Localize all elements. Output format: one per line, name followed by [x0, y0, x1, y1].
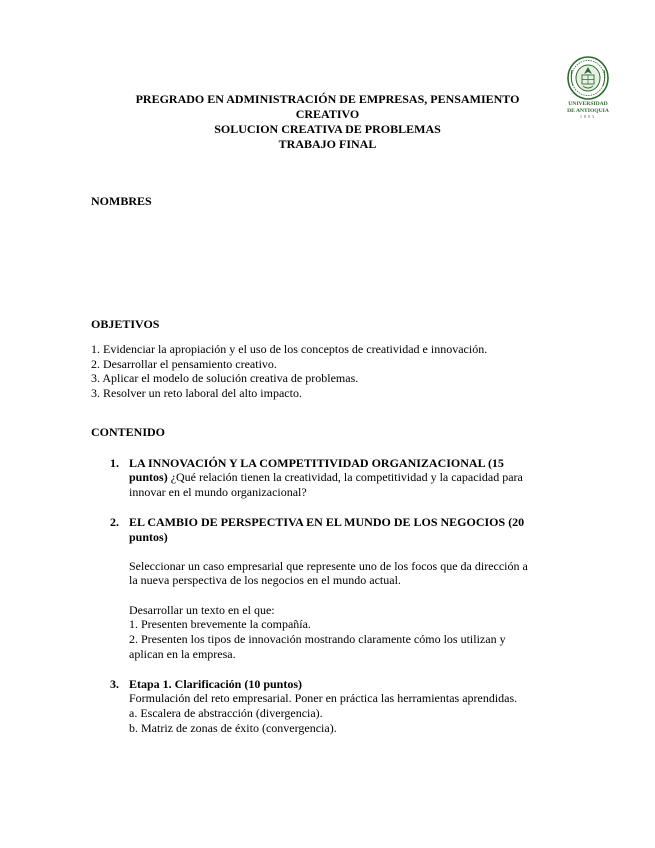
item-3-number: 3.	[110, 677, 119, 691]
item-2-paragraph: Seleccionar un caso empresarial que represente uno de los focos que da dirección a	[129, 559, 528, 573]
item-2-paragraph: la nueva perspectiva de los negocios en el mundo actual.	[129, 573, 401, 587]
objetivo-item: 1. Evidenciar la apropiación y el uso de los conceptos de creatividad e innovación.	[91, 342, 488, 356]
item-2-number: 2.	[110, 515, 119, 529]
item-2-paragraph: Desarrollar un texto en el que:	[129, 603, 275, 617]
nombres-heading: NOMBRES	[91, 194, 152, 208]
title-line-3: SOLUCION CREATIVA DE PROBLEMAS	[214, 122, 441, 136]
item-2-title-cont: puntos)	[129, 530, 168, 544]
objetivo-item: 3. Resolver un reto laboral del alto impacto.	[91, 386, 302, 400]
title-line-2: CREATIVO	[295, 107, 360, 121]
item-3-line: a. Escalera de abstracción (divergencia).	[129, 706, 323, 720]
title-line-1: PREGRADO EN ADMINISTRACIÓN DE EMPRESAS, PENSAMIENTO	[135, 92, 520, 106]
item-2-paragraph: aplican en la empresa.	[129, 647, 236, 661]
item-3-line: Formulación del reto empresarial. Poner en práctica las herramientas aprendidas.	[129, 691, 518, 705]
item-1-line-3: innovar en el mundo organizacional?	[129, 485, 307, 499]
logo-text-1: UNIVERSIDAD	[568, 101, 608, 107]
item-3-title: Etapa 1. Clarificación (10 puntos)	[129, 677, 303, 691]
item-1-title: LA INNOVACIÓN Y LA COMPETITIVIDAD ORGANIZACIONAL (15	[129, 456, 504, 470]
item-1-question: ¿Qué relación tienen la creatividad, la competitividad y la capacidad para	[167, 470, 523, 484]
item-1-title-cont: puntos)	[129, 470, 168, 484]
university-logo	[562, 56, 614, 119]
item-2-title: EL CAMBIO DE PERSPECTIVA EN EL MUNDO DE LOS NEGOCIOS (20	[129, 515, 525, 529]
contenido-heading: CONTENIDO	[91, 425, 166, 439]
item-2-paragraph: 1. Presenten brevemente la compañía.	[129, 617, 311, 631]
item-1-number: 1.	[110, 456, 119, 470]
item-3-line: b. Matriz de zonas de éxito (convergencia).	[129, 721, 337, 735]
title-line-4: TRABAJO FINAL	[278, 137, 377, 151]
item-2-paragraph: 2. Presenten los tipos de innovación mostrando claramente cómo los utilizan y	[129, 632, 506, 646]
objetivos-heading: OBJETIVOS	[91, 317, 160, 331]
logo-year: 1803	[580, 114, 596, 119]
university-seal-icon	[567, 56, 609, 100]
objetivo-item: 3. Aplicar el modelo de solución creativa de problemas.	[91, 371, 359, 385]
item-1-line-2	[129, 470, 523, 485]
document-title	[110, 92, 545, 152]
objetivo-item: 2. Desarrollar el pensamiento creativo.	[91, 357, 277, 371]
logo-text-2: DE ANTIOQUIA	[567, 108, 609, 114]
